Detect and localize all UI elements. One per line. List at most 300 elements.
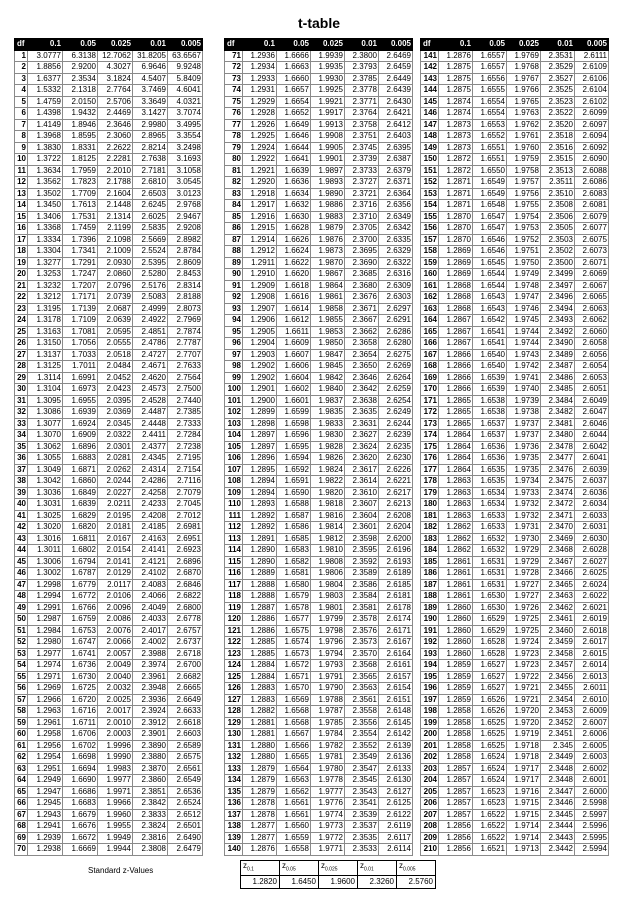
t-value-cell: 1.6620	[277, 269, 311, 281]
df-cell: 127	[225, 694, 243, 706]
t-value-cell: 1.2901	[243, 384, 277, 396]
t-value-cell: 2.6822	[168, 591, 203, 603]
t-value-cell: 2.3695	[345, 246, 379, 258]
t-value-cell: 2.7333	[168, 418, 203, 430]
t-value-cell: 1.6829	[63, 510, 98, 522]
table-row	[225, 108, 413, 120]
t-value-cell: 1.9925	[311, 85, 345, 97]
t-value-cell: 1.7056	[63, 338, 98, 350]
t-value-cell: 2.0141	[98, 556, 133, 568]
table-row	[15, 476, 203, 488]
t-value-cell: 2.7440	[168, 395, 203, 407]
df-cell: 201	[421, 740, 439, 752]
t-value-cell: 1.9905	[311, 142, 345, 154]
t-value-cell: 1.6524	[473, 775, 507, 787]
t-value-cell: 2.3442	[541, 844, 575, 856]
t-value-cell: 2.6718	[168, 648, 203, 660]
t-value-cell: 1.9716	[507, 786, 541, 798]
t-value-cell: 1.6575	[277, 625, 311, 637]
t-value-cell: 1.6541	[473, 326, 507, 338]
df-cell: 73	[225, 73, 243, 85]
t-value-cell: 2.7195	[168, 453, 203, 465]
column-header-alpha: 0.025	[98, 39, 133, 51]
t-value-cell: 2.0244	[98, 476, 133, 488]
t-value-cell: 1.6537	[473, 418, 507, 430]
t-value-cell: 1.6546	[473, 234, 507, 246]
t-value-cell: 2.6018	[575, 625, 609, 637]
t-value-cell: 1.2873	[439, 131, 473, 143]
t-value-cell: 1.2908	[243, 292, 277, 304]
df-cell: 165	[421, 326, 439, 338]
t-value-cell: 2.6700	[168, 660, 203, 672]
table-row	[225, 361, 413, 373]
t-value-cell: 1.9721	[507, 683, 541, 695]
t-value-cell: 1.2877	[243, 821, 277, 833]
table-row	[15, 533, 203, 545]
t-value-cell: 2.5395	[133, 257, 168, 269]
t-value-cell: 1.3562	[28, 177, 63, 189]
t-value-cell: 2.6430	[379, 96, 413, 108]
t-value-cell: 2.3477	[541, 453, 575, 465]
df-cell: 31	[15, 395, 28, 407]
t-value-cell: 2.3654	[345, 349, 379, 361]
t-value-cell: 2.7764	[98, 85, 133, 97]
t-value-cell: 2.0369	[98, 407, 133, 419]
df-cell: 65	[15, 786, 28, 798]
df-cell: 67	[15, 809, 28, 821]
table-row	[15, 683, 203, 695]
t-value-cell: 2.3543	[345, 786, 379, 798]
t-value-cell: 2.4922	[133, 315, 168, 327]
df-cell: 155	[421, 211, 439, 223]
t-value-cell: 2.3842	[133, 798, 168, 810]
t-value-cell: 1.6766	[63, 602, 98, 614]
df-cell: 192	[421, 637, 439, 649]
df-cell: 23	[15, 303, 28, 315]
table-row	[15, 384, 203, 396]
t-value-cell: 2.7385	[168, 407, 203, 419]
df-cell: 82	[225, 177, 243, 189]
t-value-cell: 2.3667	[345, 315, 379, 327]
t-value-cell: 1.6530	[473, 591, 507, 603]
t-value-cell: 2.3502	[541, 246, 575, 258]
t-value-cell: 2.6013	[575, 671, 609, 683]
t-value-cell: 2.6309	[379, 280, 413, 292]
df-cell: 136	[225, 798, 243, 810]
t-value-cell: 1.9756	[507, 188, 541, 200]
t-value-cell: 1.6741	[63, 648, 98, 660]
df-cell: 123	[225, 648, 243, 660]
t-value-cell: 1.2909	[243, 280, 277, 292]
t-value-cell: 1.2866	[439, 384, 473, 396]
t-value-cell: 2.345	[541, 740, 575, 752]
t-value-cell: 2.3558	[345, 706, 379, 718]
t-value-cell: 1.2861	[439, 568, 473, 580]
t-value-cell: 1.2974	[28, 660, 63, 672]
table-row	[225, 832, 413, 844]
df-cell: 138	[225, 821, 243, 833]
t-value-cell: 2.3469	[541, 533, 575, 545]
t-value-cell: 1.6604	[277, 372, 311, 384]
df-cell: 1	[15, 50, 28, 62]
t-value-cell: 1.2916	[243, 211, 277, 223]
df-cell: 168	[421, 361, 439, 373]
t-value-cell: 2.4345	[133, 453, 168, 465]
t-value-cell: 1.6568	[277, 717, 311, 729]
table-row	[421, 510, 609, 522]
t-table-panel-2	[224, 38, 413, 856]
t-value-cell: 2.6003	[575, 752, 609, 764]
table-row	[421, 476, 609, 488]
df-cell: 184	[421, 545, 439, 557]
t-value-cell: 1.2862	[439, 522, 473, 534]
t-value-cell: 2.3472	[541, 499, 575, 511]
t-value-cell: 1.6522	[473, 821, 507, 833]
z-value-cell: 1.6450	[280, 875, 319, 888]
t-value-cell: 2.3541	[345, 798, 379, 810]
df-cell: 49	[15, 602, 28, 614]
df-cell: 124	[225, 660, 243, 672]
t-value-cell: 2.6127	[379, 786, 413, 798]
t-value-cell: 2.7633	[168, 361, 203, 373]
page-title: t-table	[298, 15, 340, 31]
t-value-cell: 1.9736	[507, 441, 541, 453]
t-value-cell: 2.0423	[98, 384, 133, 396]
table-row	[421, 763, 609, 775]
df-cell: 85	[225, 211, 243, 223]
df-cell: 35	[15, 441, 28, 453]
t-value-cell: 2.6439	[379, 85, 413, 97]
t-value-cell: 2.6102	[575, 96, 609, 108]
df-cell: 108	[225, 476, 243, 488]
t-value-cell: 2.5176	[133, 280, 168, 292]
df-cell: 106	[225, 453, 243, 465]
df-cell: 146	[421, 108, 439, 120]
t-value-cell: 1.2893	[243, 499, 277, 511]
t-value-cell: 1.9758	[507, 165, 541, 177]
table-row	[225, 349, 413, 361]
table-row	[15, 637, 203, 649]
t-value-cell: 2.5083	[133, 292, 168, 304]
t-value-cell: 2.3988	[133, 648, 168, 660]
t-value-cell: 2.6017	[575, 637, 609, 649]
t-value-cell: 1.6525	[473, 717, 507, 729]
t-value-cell: 1.3104	[28, 384, 63, 396]
t-value-cell: 2.6356	[379, 200, 413, 212]
t-value-cell: 2.6221	[379, 476, 413, 488]
t-value-cell: 1.6562	[277, 786, 311, 798]
t-value-cell: 1.2949	[28, 775, 63, 787]
t-value-cell: 1.3722	[28, 154, 63, 166]
t-value-cell: 1.6634	[277, 188, 311, 200]
t-value-cell: 1.9850	[311, 338, 345, 350]
t-value-cell: 2.3449	[541, 752, 575, 764]
t-value-cell: 1.6622	[277, 257, 311, 269]
t-value-cell: 1.2907	[243, 303, 277, 315]
t-value-cell: 1.9833	[311, 418, 345, 430]
t-value-cell: 1.6539	[473, 372, 507, 384]
t-value-cell: 2.3451	[541, 729, 575, 741]
t-value-cell: 1.6577	[277, 614, 311, 626]
table-row	[421, 522, 609, 534]
t-value-cell: 2.3607	[345, 499, 379, 511]
t-value-cell: 1.9718	[507, 740, 541, 752]
t-value-cell: 2.6011	[575, 683, 609, 695]
t-value-cell: 6.9646	[133, 62, 168, 74]
t-value-cell: 2.9200	[63, 62, 98, 74]
t-value-cell: 2.6364	[379, 188, 413, 200]
t-value-cell: 2.0066	[98, 637, 133, 649]
t-value-cell: 2.3480	[541, 430, 575, 442]
df-cell: 105	[225, 441, 243, 453]
t-value-cell: 1.7139	[63, 303, 98, 315]
t-value-cell: 2.3503	[541, 234, 575, 246]
df-cell: 185	[421, 556, 439, 568]
t-value-cell: 1.2864	[439, 464, 473, 476]
t-value-cell: 2.3690	[345, 257, 379, 269]
table-row	[225, 96, 413, 108]
t-value-cell: 1.2902	[243, 372, 277, 384]
t-value-cell: 1.2862	[439, 533, 473, 545]
t-value-cell: 1.6539	[473, 384, 507, 396]
t-value-cell: 1.2912	[243, 246, 277, 258]
t-value-cell: 1.2885	[243, 648, 277, 660]
t-value-cell: 1.9798	[311, 625, 345, 637]
df-cell: 189	[421, 602, 439, 614]
t-value-cell: 1.6534	[473, 487, 507, 499]
df-cell: 87	[225, 234, 243, 246]
t-value-cell: 1.6609	[277, 338, 311, 350]
table-row	[15, 96, 203, 108]
t-value-cell: 1.9717	[507, 775, 541, 787]
t-value-cell: 2.3471	[541, 510, 575, 522]
table-row	[421, 177, 609, 189]
table-row	[421, 211, 609, 223]
t-value-cell: 2.6275	[379, 349, 413, 361]
t-value-cell: 2.6133	[379, 763, 413, 775]
t-value-cell: 1.6779	[63, 579, 98, 591]
df-cell: 52	[15, 637, 28, 649]
df-cell: 19	[15, 257, 28, 269]
t-value-cell: 2.6512	[168, 809, 203, 821]
t-value-cell: 2.3584	[345, 591, 379, 603]
table-row	[15, 188, 203, 200]
t-value-cell: 1.3212	[28, 292, 63, 304]
t-value-cell: 1.6663	[277, 62, 311, 74]
t-value-cell: 1.2881	[243, 729, 277, 741]
table-row	[15, 62, 203, 74]
t-value-cell: 1.6560	[277, 821, 311, 833]
t-value-cell: 1.9990	[98, 752, 133, 764]
t-value-cell: 2.3448	[541, 775, 575, 787]
t-value-cell: 2.6589	[168, 740, 203, 752]
t-value-cell: 2.3961	[133, 671, 168, 683]
t-value-cell: 1.2894	[243, 487, 277, 499]
t-value-cell: 2.3808	[133, 844, 168, 856]
t-value-cell: 1.9727	[507, 591, 541, 603]
df-cell: 205	[421, 786, 439, 798]
df-cell: 84	[225, 200, 243, 212]
table-row	[15, 763, 203, 775]
t-value-cell: 1.3031	[28, 499, 63, 511]
df-cell: 173	[421, 418, 439, 430]
t-value-cell: 1.6551	[473, 142, 507, 154]
t-value-cell: 1.6612	[277, 315, 311, 327]
t-value-cell: 2.8965	[133, 131, 168, 143]
table-row	[225, 280, 413, 292]
t-value-cell: 1.9810	[311, 545, 345, 557]
column-header-alpha: 0.05	[63, 39, 98, 51]
t-value-cell: 1.9750	[507, 257, 541, 269]
t-value-cell: 1.2861	[439, 556, 473, 568]
t-value-cell: 1.9939	[311, 50, 345, 62]
column-header-alpha: 0.1	[28, 39, 63, 51]
t-value-cell: 2.6178	[379, 602, 413, 614]
table-row	[15, 568, 203, 580]
df-cell: 2	[15, 62, 28, 74]
table-row	[421, 165, 609, 177]
t-value-cell: 1.9744	[507, 326, 541, 338]
t-value-cell: 1.2869	[439, 246, 473, 258]
df-cell: 209	[421, 832, 439, 844]
t-value-cell: 2.8453	[168, 269, 203, 281]
t-value-cell: 2.7787	[168, 338, 203, 350]
column-header-alpha: 0.05	[277, 39, 311, 51]
t-value-cell: 2.6303	[379, 292, 413, 304]
t-value-cell: 2.3705	[345, 223, 379, 235]
t-value-cell: 1.2945	[28, 798, 63, 810]
t-value-cell: 1.6794	[63, 556, 98, 568]
t-value-cell: 1.6528	[473, 648, 507, 660]
df-cell: 5	[15, 96, 28, 108]
table-row	[15, 349, 203, 361]
t-value-cell: 2.6075	[575, 234, 609, 246]
t-value-cell: 1.2883	[243, 683, 277, 695]
df-cell: 174	[421, 430, 439, 442]
t-value-cell: 1.9949	[98, 832, 133, 844]
table-row	[15, 223, 203, 235]
t-value-cell: 1.7531	[63, 211, 98, 223]
t-value-cell: 1.3055	[28, 453, 63, 465]
t-value-cell: 2.0639	[98, 315, 133, 327]
table-row	[421, 775, 609, 787]
table-row	[225, 188, 413, 200]
t-value-cell: 1.6686	[63, 786, 98, 798]
table-row	[225, 234, 413, 246]
t-value-cell: 2.3474	[541, 487, 575, 499]
df-cell: 157	[421, 234, 439, 246]
t-value-cell: 1.9761	[507, 131, 541, 143]
t-value-cell: 1.2929	[243, 96, 277, 108]
t-value-cell: 1.2899	[243, 407, 277, 419]
t-value-cell: 2.6042	[575, 441, 609, 453]
df-cell: 140	[225, 844, 243, 856]
t-value-cell: 1.2873	[439, 142, 473, 154]
t-value-cell: 1.6736	[63, 660, 98, 672]
df-cell: 45	[15, 556, 28, 568]
t-value-cell: 1.9908	[311, 131, 345, 143]
t-value-cell: 1.6666	[277, 50, 311, 62]
t-value-cell: 1.6526	[473, 694, 507, 706]
t-value-cell: 1.9747	[507, 292, 541, 304]
t-value-cell: 1.9767	[507, 73, 541, 85]
df-cell: 77	[225, 119, 243, 131]
table-row	[15, 602, 203, 614]
table-row	[225, 637, 413, 649]
t-value-cell: 1.2991	[28, 602, 63, 614]
t-value-cell: 2.3565	[345, 671, 379, 683]
df-cell: 69	[15, 832, 28, 844]
t-value-cell: 1.3042	[28, 476, 63, 488]
table-row	[15, 131, 203, 143]
table-row	[225, 844, 413, 856]
z-value-cell: 1.2820	[241, 875, 280, 888]
t-value-cell: 1.9751	[507, 246, 541, 258]
table-row	[15, 591, 203, 603]
table-row	[15, 338, 203, 350]
t-value-cell: 2.0555	[98, 338, 133, 350]
t-value-cell: 2.6297	[379, 303, 413, 315]
df-cell: 10	[15, 154, 28, 166]
table-row	[421, 637, 609, 649]
t-value-cell: 2.0262	[98, 464, 133, 476]
t-value-cell: 1.9733	[507, 487, 541, 499]
t-value-cell: 1.2863	[439, 499, 473, 511]
t-value-cell: 2.7969	[168, 315, 203, 327]
table-row	[421, 430, 609, 442]
t-value-cell: 1.9754	[507, 211, 541, 223]
table-row	[421, 338, 609, 350]
table-row	[225, 154, 413, 166]
t-value-cell: 2.6092	[575, 142, 609, 154]
t-value-cell: 1.9785	[311, 717, 345, 729]
t-value-cell: 2.4185	[133, 522, 168, 534]
t-value-cell: 1.3049	[28, 464, 63, 476]
df-cell: 21	[15, 280, 28, 292]
t-value-cell: 1.9830	[311, 430, 345, 442]
table-row	[225, 50, 413, 62]
t-value-cell: 1.2966	[28, 694, 63, 706]
t-value-cell: 2.3506	[541, 211, 575, 223]
t-value-cell: 1.3125	[28, 361, 63, 373]
t-value-cell: 1.6759	[63, 614, 98, 626]
t-value-cell: 1.6568	[277, 706, 311, 718]
t-value-cell: 2.6054	[575, 361, 609, 373]
t-value-cell: 2.3710	[345, 211, 379, 223]
t-value-cell: 1.2980	[28, 637, 63, 649]
table-row	[15, 752, 203, 764]
t-value-cell: 1.9760	[507, 142, 541, 154]
df-cell: 137	[225, 809, 243, 821]
t-value-cell: 2.6682	[168, 671, 203, 683]
t-value-cell: 1.6538	[473, 395, 507, 407]
t-value-cell: 1.9752	[507, 234, 541, 246]
t-value-cell: 1.2856	[439, 844, 473, 856]
t-value-cell: 2.7116	[168, 476, 203, 488]
t-value-cell: 1.2859	[439, 694, 473, 706]
t-value-cell: 1.2936	[243, 50, 277, 62]
df-cell: 14	[15, 200, 28, 212]
t-value-cell: 1.6552	[473, 131, 507, 143]
t-value-cell: 1.9801	[311, 602, 345, 614]
t-value-cell: 1.2859	[439, 671, 473, 683]
t-value-cell: 4.5407	[133, 73, 168, 85]
df-cell: 103	[225, 418, 243, 430]
t-value-cell: 1.7396	[63, 234, 98, 246]
t-value-cell: 1.6588	[277, 499, 311, 511]
t-value-cell: 1.6581	[277, 568, 311, 580]
table-row	[225, 763, 413, 775]
